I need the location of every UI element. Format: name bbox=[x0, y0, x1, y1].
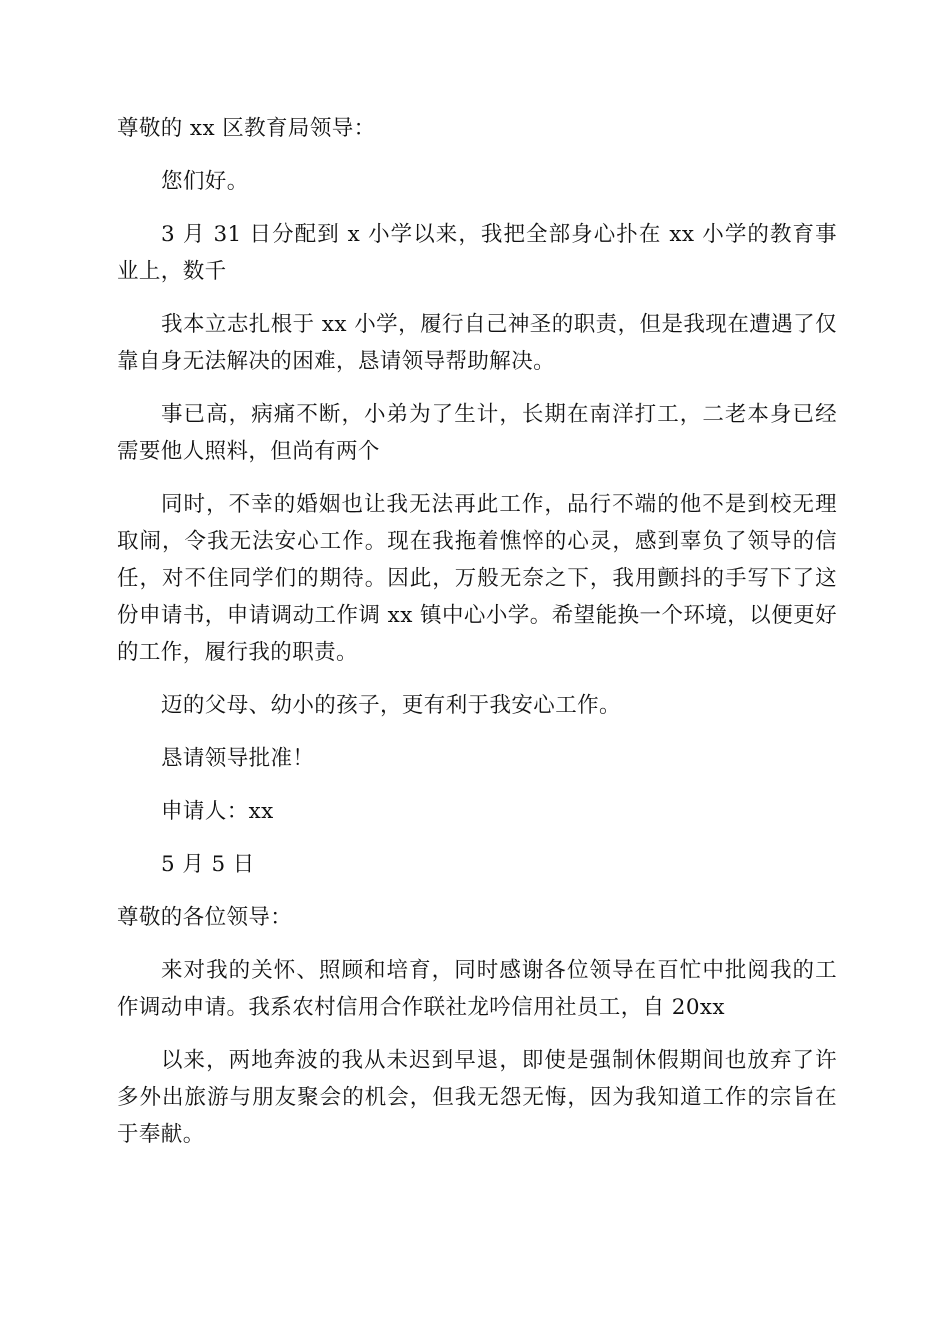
body-paragraph-marriage: 同时，不幸的婚姻也让我无法再此工作，品行不端的他不是到校无理取闹，令我无法安心工作。现在我拖着憔悴的心灵，感到辜负了领导的信任，对不住同学们的期待。因此，万般无奈之下，我用颤抖的手写下了这份申请书，申请调动工作调 xx 镇中心小学。希望能换一个环境，以便更好的工作，履行我的职责。 bbox=[117, 492, 837, 665]
applicant-signature: 申请人：xx bbox=[161, 799, 274, 824]
request-approval-line: 恳请领导批准！ bbox=[161, 746, 315, 771]
salutation-leaders: 尊敬的各位领导： bbox=[117, 905, 293, 930]
document-body bbox=[117, 110, 837, 1153]
body-paragraph-parents: 迈的父母、幼小的孩子，更有利于我安心工作。 bbox=[161, 693, 621, 718]
body-paragraph-assignment: 3 月 31 日分配到 x 小学以来，我把全部身心扑在 xx 小学的教育事业上，数千 bbox=[117, 222, 837, 284]
body-paragraph-dedication: 以来，两地奔波的我从未迟到早退，即使是强制休假期间也放弃了许多外出旅游与朋友聚会的机会，但我无怨无悔，因为我知道工作的宗旨在于奉献。 bbox=[117, 1048, 837, 1147]
letter-date: 5 月 5 日 bbox=[161, 852, 255, 877]
body-paragraph-gratitude: 来对我的关怀、照顾和培育，同时感谢各位领导在百忙中批阅我的工作调动申请。我系农村信用合作联社龙吟信用社员工，自 20xx bbox=[117, 958, 837, 1020]
salutation-education-bureau: 尊敬的 xx 区教育局领导： bbox=[117, 116, 376, 141]
body-paragraph-difficulty: 我本立志扎根于 xx 小学，履行自己神圣的职责，但是我现在遭遇了仅靠自身无法解决的困难，恳请领导帮助解决。 bbox=[117, 312, 837, 374]
greeting-paragraph: 您们好。 bbox=[161, 169, 249, 194]
body-paragraph-family: 事已高，病痛不断，小弟为了生计，长期在南洋打工，二老本身已经需要他人照料，但尚有两个 bbox=[117, 402, 837, 464]
